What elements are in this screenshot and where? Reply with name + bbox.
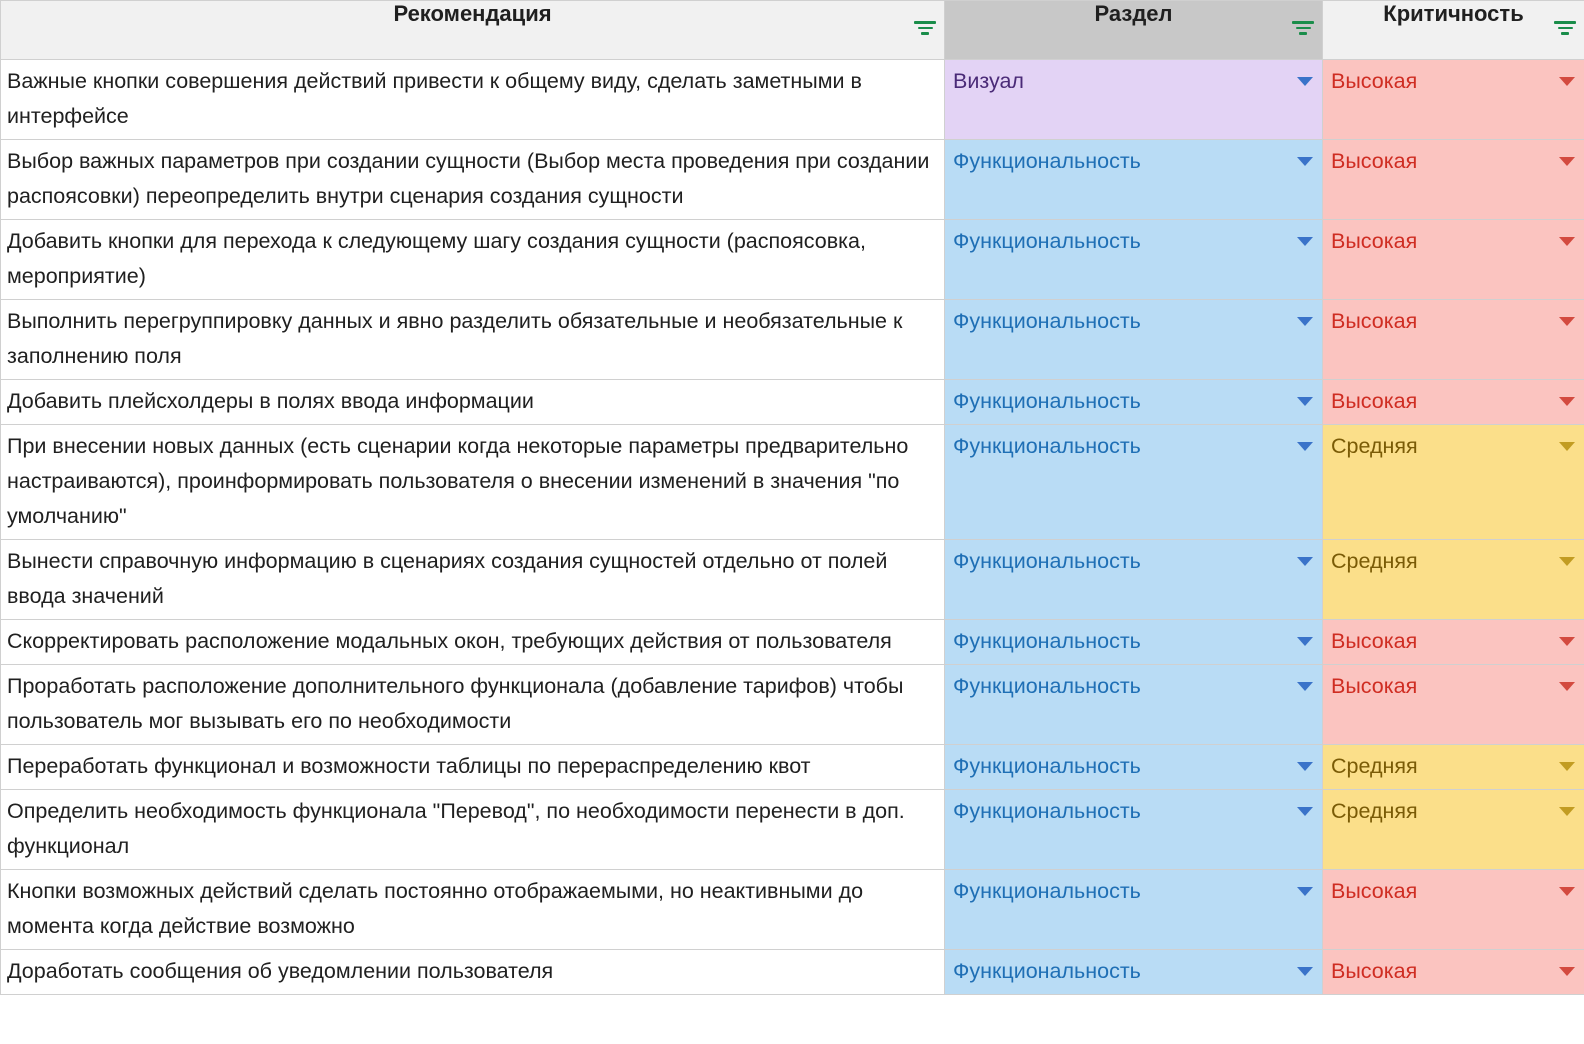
cell-criticality-label: Высокая bbox=[1331, 149, 1418, 173]
chevron-down-icon[interactable] bbox=[1559, 762, 1575, 771]
cell-criticality[interactable] bbox=[1323, 665, 1584, 745]
cell-criticality-label: Средняя bbox=[1331, 434, 1418, 458]
cell-section-label: Функциональность bbox=[953, 629, 1141, 653]
filter-icon[interactable] bbox=[914, 21, 936, 39]
cell-section[interactable] bbox=[945, 380, 1323, 425]
cell-criticality-label: Высокая bbox=[1331, 309, 1418, 333]
table-row[interactable] bbox=[1, 380, 1584, 425]
cell-criticality[interactable] bbox=[1323, 220, 1584, 300]
cell-recommendation[interactable]: Кнопки возможных действий сделать постоянно отображаемыми, но неактивными до момента когда действие возможно bbox=[1, 870, 945, 950]
cell-section[interactable] bbox=[945, 60, 1323, 140]
cell-criticality[interactable] bbox=[1323, 790, 1584, 870]
chevron-down-icon[interactable] bbox=[1297, 682, 1313, 691]
cell-section[interactable] bbox=[945, 745, 1323, 790]
chevron-down-icon[interactable] bbox=[1297, 557, 1313, 566]
cell-criticality[interactable] bbox=[1323, 870, 1584, 950]
cell-criticality[interactable] bbox=[1323, 620, 1584, 665]
chevron-down-icon[interactable] bbox=[1559, 157, 1575, 166]
filter-icon[interactable] bbox=[1554, 21, 1576, 39]
cell-section-label: Функциональность bbox=[953, 674, 1141, 698]
cell-section[interactable] bbox=[945, 950, 1323, 995]
table-row[interactable] bbox=[1, 870, 1584, 950]
cell-criticality-label: Высокая bbox=[1331, 674, 1418, 698]
chevron-down-icon[interactable] bbox=[1559, 77, 1575, 86]
cell-section[interactable] bbox=[945, 220, 1323, 300]
chevron-down-icon[interactable] bbox=[1297, 807, 1313, 816]
table-row[interactable] bbox=[1, 425, 1584, 540]
chevron-down-icon[interactable] bbox=[1297, 77, 1313, 86]
cell-criticality-label: Средняя bbox=[1331, 549, 1418, 573]
filter-icon-bar-3 bbox=[921, 32, 929, 35]
cell-recommendation[interactable]: Выбор важных параметров при создании сущности (Выбор места проведения при создании распоясовки) переопределить внутри сценария создания сущности bbox=[1, 140, 945, 220]
table-row[interactable] bbox=[1, 300, 1584, 380]
cell-recommendation[interactable]: Важные кнопки совершения действий привести к общему виду, сделать заметными в интерфейсе bbox=[1, 60, 945, 140]
chevron-down-icon[interactable] bbox=[1559, 397, 1575, 406]
table-row[interactable] bbox=[1, 950, 1584, 995]
chevron-down-icon[interactable] bbox=[1297, 397, 1313, 406]
chevron-down-icon[interactable] bbox=[1297, 442, 1313, 451]
cell-criticality-label: Высокая bbox=[1331, 229, 1418, 253]
cell-recommendation[interactable]: Проработать расположение дополнительного функционала (добавление тарифов) чтобы пользователь мог вызывать его по необходимости bbox=[1, 665, 945, 745]
chevron-down-icon[interactable] bbox=[1297, 762, 1313, 771]
cell-criticality[interactable] bbox=[1323, 540, 1584, 620]
cell-criticality-label: Высокая bbox=[1331, 389, 1418, 413]
chevron-down-icon[interactable] bbox=[1297, 157, 1313, 166]
cell-criticality[interactable] bbox=[1323, 380, 1584, 425]
column-header-criticality-label: Критичность bbox=[1383, 1, 1524, 26]
cell-section-label: Функциональность bbox=[953, 149, 1141, 173]
chevron-down-icon[interactable] bbox=[1297, 637, 1313, 646]
cell-criticality-label: Средняя bbox=[1331, 754, 1418, 778]
cell-criticality[interactable] bbox=[1323, 745, 1584, 790]
cell-section-label: Функциональность bbox=[953, 434, 1141, 458]
cell-criticality[interactable] bbox=[1323, 300, 1584, 380]
cell-section-label: Функциональность bbox=[953, 754, 1141, 778]
cell-section-label: Функциональность bbox=[953, 229, 1141, 253]
cell-recommendation[interactable]: Добавить кнопки для перехода к следующему шагу создания сущности (распоясовка, мероприятие) bbox=[1, 220, 945, 300]
chevron-down-icon[interactable] bbox=[1559, 637, 1575, 646]
table-row[interactable] bbox=[1, 140, 1584, 220]
cell-section[interactable] bbox=[945, 870, 1323, 950]
cell-section-label: Функциональность bbox=[953, 549, 1141, 573]
cell-recommendation[interactable]: Доработать сообщения об уведомлении пользователя bbox=[1, 950, 945, 995]
cell-section-label: Функциональность bbox=[953, 799, 1141, 823]
filter-icon-bar-1 bbox=[1292, 21, 1314, 24]
cell-section-label: Функциональность bbox=[953, 309, 1141, 333]
cell-criticality-label: Высокая bbox=[1331, 959, 1418, 983]
cell-criticality[interactable] bbox=[1323, 60, 1584, 140]
chevron-down-icon[interactable] bbox=[1559, 887, 1575, 896]
cell-section[interactable] bbox=[945, 300, 1323, 380]
cell-recommendation[interactable]: Добавить плейсхолдеры в полях ввода информации bbox=[1, 380, 945, 425]
chevron-down-icon[interactable] bbox=[1559, 237, 1575, 246]
filter-icon-bar-2 bbox=[918, 27, 933, 30]
chevron-down-icon[interactable] bbox=[1297, 317, 1313, 326]
table-row[interactable] bbox=[1, 60, 1584, 140]
table-header-row bbox=[1, 1, 1584, 60]
filter-icon-bar-2 bbox=[1296, 27, 1311, 30]
cell-section-label: Функциональность bbox=[953, 879, 1141, 903]
cell-recommendation[interactable]: При внесении новых данных (есть сценарии когда некоторые параметры предварительно настраиваются), проинформировать пользователя о внесении изменений в значения "по умолчанию" bbox=[1, 425, 945, 540]
filter-icon-bar-3 bbox=[1561, 32, 1569, 35]
chevron-down-icon[interactable] bbox=[1297, 237, 1313, 246]
chevron-down-icon[interactable] bbox=[1297, 887, 1313, 896]
table-row[interactable] bbox=[1, 620, 1584, 665]
filter-icon-bar-1 bbox=[1554, 21, 1576, 24]
table-row[interactable] bbox=[1, 665, 1584, 745]
cell-criticality[interactable] bbox=[1323, 425, 1584, 540]
cell-section-label: Функциональность bbox=[953, 389, 1141, 413]
cell-section[interactable] bbox=[945, 540, 1323, 620]
cell-recommendation[interactable]: Определить необходимость функционала "Перевод", по необходимости перенести в доп. функционал bbox=[1, 790, 945, 870]
cell-recommendation[interactable]: Выполнить перегруппировку данных и явно разделить обязательные и необязательные к заполнению поля bbox=[1, 300, 945, 380]
chevron-down-icon[interactable] bbox=[1297, 967, 1313, 976]
table-row[interactable] bbox=[1, 540, 1584, 620]
chevron-down-icon[interactable] bbox=[1559, 442, 1575, 451]
cell-section-label: Визуал bbox=[953, 69, 1024, 93]
cell-recommendation[interactable]: Переработать функционал и возможности таблицы по перераспределению квот bbox=[1, 745, 945, 790]
column-header-criticality[interactable] bbox=[1323, 1, 1584, 60]
cell-section[interactable] bbox=[945, 425, 1323, 540]
cell-recommendation[interactable]: Скорректировать расположение модальных окон, требующих действия от пользователя bbox=[1, 620, 945, 665]
table-row[interactable] bbox=[1, 220, 1584, 300]
cell-criticality-label: Высокая bbox=[1331, 69, 1418, 93]
column-header-section-label: Раздел bbox=[1094, 1, 1173, 26]
column-header-recommendation[interactable] bbox=[1, 1, 945, 60]
table-body bbox=[1, 60, 1584, 995]
chevron-down-icon[interactable] bbox=[1559, 807, 1575, 816]
chevron-down-icon[interactable] bbox=[1559, 682, 1575, 691]
filter-icon-bar-3 bbox=[1299, 32, 1307, 35]
chevron-down-icon[interactable] bbox=[1559, 317, 1575, 326]
cell-section[interactable] bbox=[945, 665, 1323, 745]
column-header-recommendation-label: Рекомендация bbox=[393, 1, 552, 26]
cell-section-label: Функциональность bbox=[953, 959, 1141, 983]
cell-section[interactable] bbox=[945, 620, 1323, 665]
cell-criticality[interactable] bbox=[1323, 950, 1584, 995]
cell-recommendation[interactable]: Вынести справочную информацию в сценариях создания сущностей отдельно от полей ввода значений bbox=[1, 540, 945, 620]
column-header-section[interactable] bbox=[945, 1, 1323, 60]
cell-criticality[interactable] bbox=[1323, 140, 1584, 220]
filter-icon-bar-1 bbox=[914, 21, 936, 24]
cell-section[interactable] bbox=[945, 140, 1323, 220]
filter-icon[interactable] bbox=[1292, 21, 1314, 39]
cell-criticality-label: Высокая bbox=[1331, 629, 1418, 653]
chevron-down-icon[interactable] bbox=[1559, 967, 1575, 976]
cell-section[interactable] bbox=[945, 790, 1323, 870]
table-row[interactable] bbox=[1, 790, 1584, 870]
chevron-down-icon[interactable] bbox=[1559, 557, 1575, 566]
cell-criticality-label: Средняя bbox=[1331, 799, 1418, 823]
cell-criticality-label: Высокая bbox=[1331, 879, 1418, 903]
table-row[interactable] bbox=[1, 745, 1584, 790]
filter-icon-bar-2 bbox=[1558, 27, 1573, 30]
